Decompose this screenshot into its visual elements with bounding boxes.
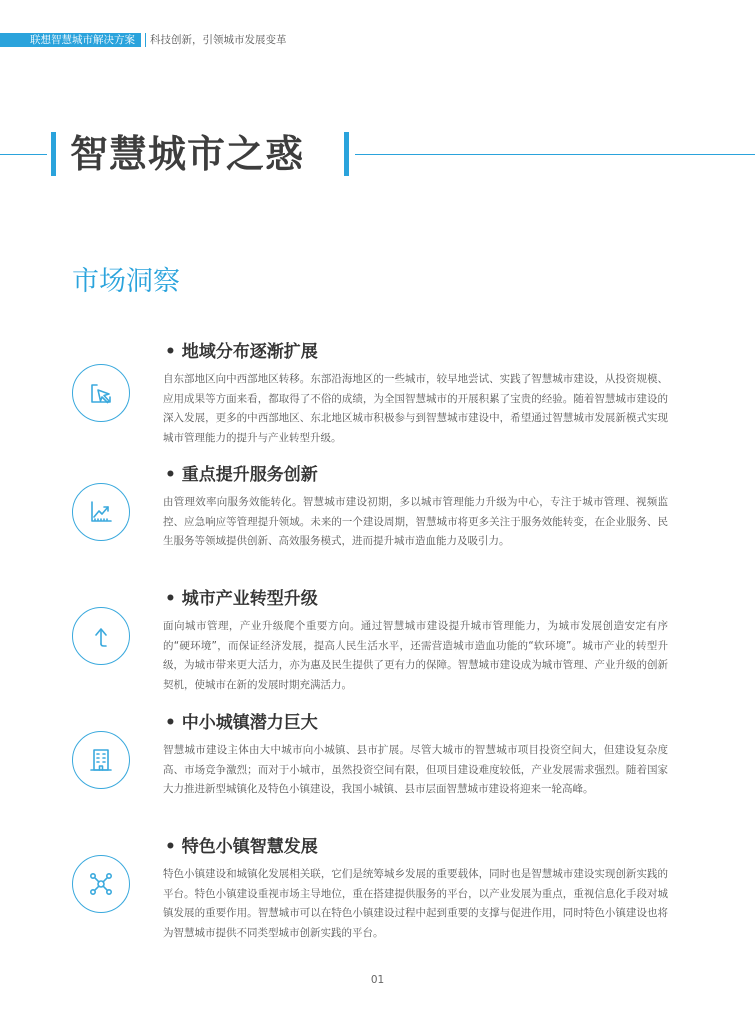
page-title-row: [0, 128, 755, 180]
header-slogan: 科技创新，引领城市发展变革: [150, 34, 287, 46]
title-bar-right: [344, 132, 349, 176]
title-bar-left: [51, 132, 56, 176]
item-title: • 重点提升服务创新: [165, 465, 318, 485]
item-body: 特色小镇建设和城镇化发展相关联，它们是统筹城乡发展的重要载体，同时也是智慧城市建设实现创新实践的平台。特色小镇建设重视市场主导地位，重在搭建提供服务的平台，以产业发展为重点，重视信息化手段对城镇发展的重要作用。智慧城市可以在特色小镇建设过程中起到重要的支撑与促进作用，同时特色小镇建设也将为智慧城市提供不同类型城市创新实践的平台。: [163, 868, 668, 939]
cursor-click-icon: [72, 364, 130, 422]
arrow-up-turn-icon: [72, 607, 130, 665]
item-title: • 城市产业转型升级: [165, 589, 318, 609]
header-tag: 联想智慧城市解决方案: [0, 33, 141, 47]
header-bar: [0, 33, 287, 47]
title-rule-left: [0, 154, 47, 155]
item-body: 面向城市管理，产业升级爬个重要方向。通过智慧城市建设提升城市管理能力，为城市发展创造安定有序的“硬环境”，而保证经济发展，提高人民生活水平，还需营造城市造血功能的“软环境”。城市产业的转型升级，为城市带来更大活力，亦为惠及民生提供了更有力的保障。智慧城市建设成为城市管理、产业升级的创新契机，使城市在新的发展时期充满活力。: [163, 620, 668, 691]
item-title: • 中小城镇潜力巨大: [165, 713, 318, 733]
section-heading: 市场洞察: [72, 266, 180, 297]
item-body: 自东部地区向中西部地区转移。东部沿海地区的一些城市，较早地尝试、实践了智慧城市建设，从投资规模、应用成果等方面来看，都取得了不俗的成绩，为全国智慧城市的开展积累了宝贵的经验。随着智慧城市建设的深入发展，更多的中西部地区、东北地区城市积极参与到智慧城市建设中，希望通过智慧城市发展新模式实现城市管理能力的提升与产业转型升级。: [163, 373, 668, 444]
page-title: 智慧城市之惑: [70, 132, 305, 176]
network-nodes-icon: [72, 855, 130, 913]
item-title: • 特色小镇智慧发展: [165, 837, 318, 857]
header-divider: [145, 33, 146, 47]
page-number: 01: [370, 974, 385, 986]
building-icon: [72, 731, 130, 789]
item-body: 由管理效率向服务效能转化。智慧城市建设初期，多以城市管理能力升级为中心，专注于城市管理、视频监控、应急响应等管理提升领域。未来的一个建设周期，智慧城市将更多关注于服务效能转变，在企业服务、民生服务等领域提供创新、高效服务模式，进而提升城市造血能力及吸引力。: [163, 496, 668, 547]
item-body: 智慧城市建设主体由大中城市向小城镇、县市扩展。尽管大城市的智慧城市项目投资空间大，但建设复杂度高、市场竞争激烈；而对于小城市，虽然投资空间有限，但项目建设难度较低，产业发展需求强烈。随着国家大力推进新型城镇化及特色小镇建设，我国小城镇、县市层面智慧城市建设将迎来一轮高峰。: [163, 744, 668, 795]
trend-chart-icon: [72, 483, 130, 541]
item-title: • 地域分布逐渐扩展: [165, 342, 318, 362]
title-rule-right: [355, 154, 755, 155]
